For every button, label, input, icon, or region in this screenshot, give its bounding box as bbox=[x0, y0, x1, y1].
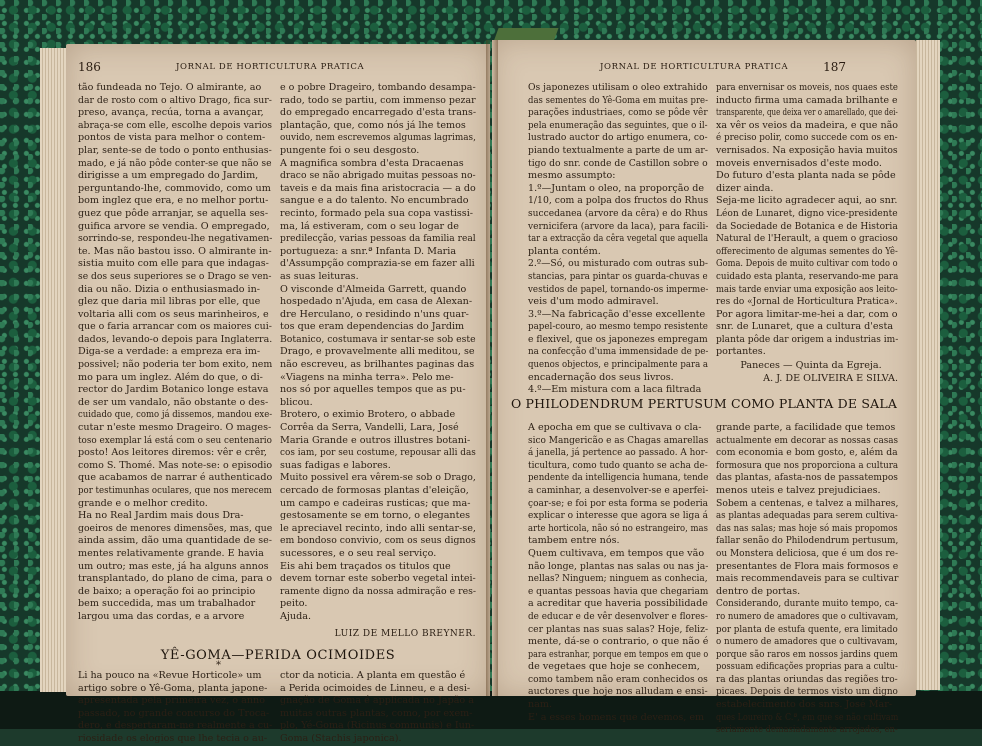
text-line: não longe, plantas nas salas ou nas ja- bbox=[528, 560, 709, 572]
text-line: na confecção d'uma immensidade de pe- bbox=[528, 346, 709, 358]
text-line: «Viagens na minha terra». Pelo me- bbox=[280, 371, 454, 383]
text-line: bem succedida, mas um trabalhador bbox=[78, 598, 256, 610]
text-line: xa vêr os veios da madeira, e que não bbox=[716, 119, 899, 131]
place-date: Paneces — Quinta da Egreja. bbox=[740, 360, 882, 371]
text-line: transparente, que deixa ver o amarellado, que dei- bbox=[716, 107, 898, 119]
text-line: ou Monstera deliciosa, que é um dos re- bbox=[716, 547, 899, 559]
text-line: como S. Thomé. Mas note-se: o episodio bbox=[78, 459, 273, 471]
text-line: A epocha em que se cultivava o cla- bbox=[528, 422, 702, 433]
text-line: para estranhar, porque em tempos em que o bbox=[528, 648, 709, 660]
text-line: cuidado esta planta, reservando-me para bbox=[716, 270, 899, 282]
text-column-1 bbox=[78, 82, 272, 624]
text-line: largou uma das cordas, e a arvore bbox=[78, 610, 245, 622]
text-line: veis d'um modo admiravel. bbox=[528, 296, 659, 308]
text-line: dar de rosto com o altivo Drago, fica sur- bbox=[78, 94, 272, 106]
text-line: Do futuro d'esta planta nada se pôde bbox=[716, 170, 896, 182]
text-line: Sobem a centenas, e talvez a milhares, bbox=[716, 497, 899, 509]
text-line: dero, e despertaram-me realmente a cu- bbox=[78, 720, 273, 732]
text-line: dre Herculano, o residindo n'uns quar- bbox=[280, 308, 469, 320]
text-line: menos uteis e talvez prejudiciaes. bbox=[716, 484, 881, 496]
text-line: actualmente em decorar as nossas casas bbox=[716, 434, 899, 446]
article-column-2 bbox=[716, 422, 898, 737]
text-line: res do «Jornal de Horticultura Pratica». bbox=[716, 296, 898, 308]
text-line: dentro de portas. bbox=[716, 585, 801, 597]
text-line: Li ha pouco na «Revue Horticole» um bbox=[78, 670, 262, 681]
text-line: papel-couro, ao mesmo tempo resistente bbox=[528, 321, 708, 333]
text-line: O visconde d'Almeida Garrett, quando bbox=[280, 283, 467, 295]
text-line: estabelecimento dos snrs. José Mar- bbox=[716, 699, 893, 711]
left-page bbox=[66, 44, 490, 744]
text-line: Considerando, durante muito tempo, ca- bbox=[716, 598, 898, 610]
text-line: posto! Aos leitores diremos: vêr e crêr, bbox=[78, 447, 267, 459]
text-line: tambem entre nós. bbox=[528, 535, 620, 547]
text-column-1 bbox=[528, 82, 708, 397]
text-line: Eis ahi bem traçados os titulos que bbox=[280, 560, 451, 572]
text-line: vernicifera (arvore da laca), para facili- bbox=[528, 220, 709, 232]
text-line: tar a extracção da cêra vegetal que aquella bbox=[528, 233, 709, 245]
text-line: ticultura, como tudo quanto se acha de- bbox=[528, 459, 708, 471]
text-line: um outro; mas este, já ha alguns annos bbox=[78, 560, 269, 572]
article-column-2 bbox=[280, 670, 476, 746]
text-line: grande e o melhor credito. bbox=[78, 497, 208, 509]
text-line: dizer ainda. bbox=[716, 182, 774, 194]
text-line: rector do Jardim Botanico longe estava bbox=[78, 384, 269, 396]
text-line: da Sociedade de Botanica e de Historia bbox=[716, 220, 898, 232]
text-line: vestidos de papel, tornando-os imperme- bbox=[528, 283, 709, 295]
text-line: lustrado auctor do artigo enumera, co- bbox=[528, 132, 708, 144]
text-line: Goma. Depois de muito cultivar com todo o bbox=[716, 258, 898, 270]
text-line: ques Loureiro & C.ª, em que se não cultivam bbox=[716, 711, 899, 723]
text-line: em bondoso convivio, com os seus dignos bbox=[280, 535, 476, 547]
text-line: a acreditar que haveria possibilidade bbox=[528, 598, 708, 610]
text-line: plo, Yé-Goma (Ricinus communis) e Iun- bbox=[280, 720, 475, 732]
text-line: plar, sente-se de todo o ponto enthusias- bbox=[78, 144, 272, 156]
article-title: YÊ-GOMA—PERIDA OCIMOIDES bbox=[160, 648, 396, 663]
text-line: fallar senão do Philodendrum pertusum, bbox=[716, 535, 899, 547]
text-line: glez que daria mil libras por elle, que bbox=[78, 296, 261, 308]
text-line: Os japonezes utilisam o oleo extrahido bbox=[528, 82, 708, 93]
signature: A. J. DE OLIVEIRA E SILVA. bbox=[763, 373, 898, 384]
text-line: piando textualmente a parte de um ar- bbox=[528, 144, 708, 156]
text-line: guifica arvore se vendia. O empregado, bbox=[78, 220, 270, 232]
text-line: Seja-me licito agradecer aqui, ao snr. bbox=[716, 195, 898, 207]
text-line: Ajuda. bbox=[280, 610, 311, 622]
text-line: Diga-se a verdade: a empreza era im- bbox=[78, 346, 261, 358]
text-column-2 bbox=[716, 82, 898, 359]
text-line: peito. bbox=[280, 598, 308, 610]
text-line: 4.º—Em mistura com a laca filtrada bbox=[528, 384, 702, 396]
text-line: como tambem não eram conhecidos os bbox=[528, 673, 708, 685]
text-line: presentantes de Flora mais formosos e bbox=[716, 560, 899, 572]
text-line: planta pôde dar origem a industrias im- bbox=[716, 333, 899, 345]
text-line: Léon de Lunaret, digno vice-presidente bbox=[716, 207, 898, 219]
text-line: mais tarde enviar uma exposição aos leito- bbox=[716, 283, 898, 295]
text-line: que acabamos de narrar é authenticado bbox=[78, 472, 273, 484]
text-line: moveis envernisados d'este modo. bbox=[716, 157, 882, 169]
text-line: mesmo assumpto: bbox=[528, 170, 616, 182]
text-line: formosura que nos proporciona a cultura bbox=[716, 459, 899, 471]
page-number: 187 bbox=[823, 60, 846, 74]
text-line: ainda assim, dão uma quantidade de se- bbox=[78, 535, 273, 547]
text-line: Ha no Real Jardim mais dous Dra- bbox=[78, 510, 244, 522]
text-line: e o pobre Drageiro, tombando desampa- bbox=[280, 82, 476, 93]
text-line: succedanea (arvore da cêra) e do Rhus bbox=[528, 207, 708, 219]
text-line: guez que pôde arranjar, se aquella ses- bbox=[78, 207, 269, 219]
text-line: ma, lá estiveram, com o seu logar de bbox=[280, 220, 459, 232]
text-line: por planta de estufa quente, era limitado bbox=[716, 623, 898, 635]
page-number: 186 bbox=[78, 60, 101, 74]
text-line: Corrêa da Serra, Vandelli, Lara, José bbox=[280, 422, 459, 434]
text-line: snr. de Lunaret, que a cultura d'esta bbox=[716, 321, 894, 333]
text-line: Natural de l'Herault, a quem o gracioso bbox=[716, 233, 898, 245]
text-line: das sementes do Yê-Goma em muitas pre- bbox=[528, 94, 708, 106]
text-line: draco se não abrigado muitas pessoas no- bbox=[280, 170, 476, 182]
text-line: nam. bbox=[528, 699, 553, 711]
text-line: transplantado, do plano de cima, para o bbox=[78, 573, 273, 585]
text-line: Maria Grande e outros illustres botani- bbox=[280, 434, 471, 446]
text-line: E' a esses homens que devemos, em bbox=[528, 711, 705, 723]
text-line: gestosamente se em torno, o elegantes bbox=[280, 510, 471, 522]
text-line: que o faria arrancar com os maiores cui- bbox=[78, 321, 272, 333]
text-line: sorrindo-se, respondeu-lhe negativamen- bbox=[78, 233, 273, 245]
text-line: as plantas adequadas para serem cultiva- bbox=[716, 510, 898, 522]
text-line: nellas? Ninguem; ninguem as conhecia, bbox=[528, 573, 708, 585]
text-line: dia ou não. Dizia o enthusiasmado in- bbox=[78, 283, 261, 295]
page-edges-right bbox=[916, 40, 940, 690]
text-line: Botanico, costumava ir sentar-se sob este bbox=[280, 333, 476, 345]
text-line: portantes. bbox=[716, 346, 766, 358]
text-line: é preciso polir, como succede com os en- bbox=[716, 132, 898, 144]
text-line: auctores que hoje nos alludam e ensi- bbox=[528, 686, 708, 698]
text-line: a Perida ocimoides de Linneu, e a desi- bbox=[280, 682, 471, 694]
text-line: abraça-se com elle, escolhe depois varios bbox=[78, 119, 273, 131]
text-line: Por agora limitar-me-hei a dar, com o bbox=[716, 308, 898, 320]
page-edges-left bbox=[40, 48, 66, 692]
text-line: mente, dá-se o contrario, o que não é bbox=[528, 636, 709, 648]
text-line: apresentada pela primeira vez, o anno bbox=[78, 695, 265, 707]
text-line: Drago, e provavelmente alli meditou, se bbox=[280, 346, 475, 358]
text-line: para envernisar os moveis, nos quaes este bbox=[716, 82, 898, 93]
text-line: grande parte, a facilidade que temos bbox=[716, 422, 896, 433]
article-column-1 bbox=[528, 422, 708, 724]
text-line: artigo sobre o Yê-Goma, planta japone- bbox=[78, 682, 268, 694]
text-line: o numero de amadores que o cultivavam, bbox=[716, 636, 898, 648]
text-line: dados, levando-o depois para Inglaterra. bbox=[78, 333, 273, 345]
text-line: dirigisse a um empregado do Jardim, bbox=[78, 170, 259, 182]
text-line: 3.º—Na fabricação d'esse excellente bbox=[528, 308, 706, 320]
text-line: 1.º—Juntam o oleo, na proporção de bbox=[528, 182, 705, 194]
text-line: das nas salas; mas hoje só mais propomos bbox=[716, 522, 898, 534]
text-line: sico Mangericão e as Chagas amarellas bbox=[528, 434, 709, 446]
ornament-asterisk: * bbox=[216, 660, 221, 671]
text-line: tigo do snr. conde de Castillon sobre o bbox=[528, 157, 708, 169]
text-line: cutar n'este mesmo Drageiro. O mages- bbox=[78, 422, 272, 434]
text-line: tão fundeada no Tejo. O almirante, ao bbox=[78, 82, 262, 93]
text-line: sangue e a do talento. No encumbrado bbox=[280, 195, 469, 207]
text-line: das plantas, afasta-nos de passatempos bbox=[716, 472, 898, 484]
text-line: goeiros de menores dimensões, mas, que bbox=[78, 522, 273, 534]
text-line: Muito possivel era vêrem-se sob o Drago, bbox=[280, 472, 476, 484]
text-line: do empregado encarregado d'esta trans- bbox=[280, 107, 477, 119]
text-line: ro numero de amadores que o cultivavam, bbox=[716, 610, 899, 622]
text-line: stancias, para pintar os guarda-chuvas e bbox=[528, 270, 708, 282]
text-line: mo para um inglez. Além do que, o di- bbox=[78, 371, 263, 383]
text-line: suas fadigas e labores. bbox=[280, 459, 391, 471]
text-line: quenos objectos, e principalmente para a bbox=[528, 359, 709, 371]
text-line: portugueza: a snr.ª Infanta D. Maria bbox=[280, 245, 457, 257]
text-line: plantação, que, como nós já lhe temos bbox=[280, 119, 466, 131]
text-line: pontos de vista para melhor o contem- bbox=[78, 132, 266, 144]
text-line: taveis e da mais fina aristocracia — a do bbox=[280, 182, 476, 194]
text-line: cos iam, por seu costume, repousar alli das bbox=[280, 447, 476, 459]
text-line: recinto, formado pela sua copa vastissi- bbox=[280, 207, 474, 219]
text-line: se dos seus superiores se o Drago se ven- bbox=[78, 270, 272, 282]
text-line: parações industriaes, como se pôde vêr bbox=[528, 107, 708, 119]
text-line: e flexivel, que os japonezes empregam bbox=[528, 333, 708, 345]
text-line: as suas leituras. bbox=[280, 270, 359, 282]
text-line: hospedado n'Ajuda, em casa de Alexan- bbox=[280, 296, 473, 308]
text-line: de educar e de vêr desenvolver e flores- bbox=[528, 610, 708, 622]
text-line: planta contém. bbox=[528, 245, 601, 257]
text-line: possuam edificações proprias para a cultu- bbox=[716, 661, 898, 673]
text-line: cercado de formosas plantas d'eleição, bbox=[280, 485, 469, 496]
text-column-2 bbox=[280, 82, 476, 624]
text-line: çoar-se; e foi por esta forma se poderia bbox=[528, 497, 709, 509]
text-line: encadernação dos seus livros. bbox=[528, 371, 674, 383]
text-line: tos que eram dependencias do Jardim bbox=[280, 321, 465, 333]
text-line: cer plantas nas suas salas? Hoje, feliz- bbox=[528, 623, 709, 635]
text-line: te. Mas não bastou isso. O almirante in- bbox=[78, 245, 272, 257]
text-line: explicar o interesse que agora se liga á bbox=[528, 510, 708, 522]
text-line: offerecimento de algumas sementes do Yê- bbox=[716, 245, 898, 257]
text-line: a caminhar, a desenvolver-se e aperfei- bbox=[528, 484, 709, 496]
text-line: ouvido, nem escrevemos algumas lagrimas, bbox=[280, 132, 476, 144]
text-line: possivel; não poderia ter bom exito, nem bbox=[78, 359, 273, 371]
text-line: pungente foi o seu desgosto. bbox=[280, 144, 420, 156]
text-line: passado, no grande concurso do Troca- bbox=[78, 707, 270, 719]
text-line: toso exemplar lá está com o seu centenario bbox=[78, 434, 272, 446]
right-page bbox=[492, 40, 916, 736]
text-line: 2.º—Só, ou misturado com outras sub- bbox=[528, 258, 708, 270]
text-line: perguntando-lhe, commovido, como um bbox=[78, 182, 271, 194]
article-title: O PHILODENDRUM PERTUSUM COMO PLANTA DE SALA bbox=[510, 396, 898, 411]
text-line: picaes. Depois de termos visto um digno bbox=[716, 686, 898, 698]
text-line: ctor da noticia. A planta em questão é bbox=[280, 670, 466, 681]
text-line: riosidade os elogios que lhe tecia o au- bbox=[78, 732, 268, 744]
text-line: predilecção, varias pessoas da familia real bbox=[280, 233, 476, 245]
signature: LUIZ DE MELLO BREYNER. bbox=[334, 629, 476, 639]
text-line: nos só por aquelles tempos que as pu- bbox=[280, 384, 466, 396]
text-line: com economia e bom gosto, e, além da bbox=[716, 447, 898, 459]
text-line: muitas outras plantas, como, por exem- bbox=[280, 707, 473, 719]
text-line: um campo e cadeiras rusticas; que ma- bbox=[280, 497, 471, 509]
text-line: sucessores, e o seu real serviço. bbox=[280, 547, 437, 559]
text-line: cuidado que, como já dissemos, mandou exe- bbox=[78, 409, 273, 421]
text-line: seriamente demasiadamente arrojados, en- bbox=[716, 724, 898, 736]
text-line: preso, avança, recúa, torna a avançar, bbox=[78, 107, 264, 119]
text-line: não escreveu, as brilhantes paginas das bbox=[280, 359, 475, 371]
text-line: de baixo; a operação foi ao principio bbox=[78, 585, 256, 597]
text-line: por testimunhas oculares, que nos merecem bbox=[78, 485, 272, 496]
text-line: inducto firma uma camada brilhante e bbox=[716, 94, 898, 106]
text-line: gnação de Goma é applicada no Japão a bbox=[280, 695, 474, 707]
text-line: bom inglez que era, e no melhor portu- bbox=[78, 195, 269, 207]
text-line: Brotero, o eximio Brotero, o abbade bbox=[280, 409, 456, 421]
running-head: JORNAL DE HORTICULTURA PRATICA bbox=[176, 62, 365, 72]
text-line: Quem cultivava, em tempos que vão bbox=[528, 547, 705, 559]
text-line: devem tornar este soberbo vegetal intei- bbox=[280, 573, 476, 585]
text-line: de vegetaes que hoje se conhecem, bbox=[528, 661, 700, 673]
running-head: JORNAL DE HORTICULTURA PRATICA bbox=[600, 62, 789, 72]
text-line: mentes relativamente grande. E havia bbox=[78, 547, 264, 559]
text-line: Goma (Stachis japonica). bbox=[280, 732, 402, 744]
text-line: á janella, já pertence ao passado. A hor- bbox=[528, 447, 708, 459]
article-column-1 bbox=[78, 670, 272, 746]
text-line: pendente da intelligencia humana, tende bbox=[528, 472, 709, 484]
text-line: blicou. bbox=[280, 396, 313, 408]
text-line: le apreciavel recinto, indo alli sentar-se, bbox=[280, 522, 476, 534]
text-line: vernisados. Na exposição havia muitos bbox=[716, 144, 898, 156]
text-line: porque são raros em nossos jardins quem bbox=[716, 648, 898, 660]
text-line: ramente digno da nossa admiração e res- bbox=[280, 585, 477, 597]
text-line: pela enumeração das seguintes, que o il- bbox=[528, 119, 708, 131]
text-line: A magnifica sombra d'esta Dracaenas bbox=[280, 157, 464, 169]
text-line: mado, e já não pôde conter-se que não se bbox=[78, 157, 272, 169]
text-line: sistia muito com elle para que indagas- bbox=[78, 258, 269, 270]
book-gutter bbox=[486, 40, 498, 696]
text-line: ra das plantas oriundas das regiões tro- bbox=[716, 673, 898, 685]
text-line: voltaria alli com os seus marinheiros, e bbox=[78, 308, 269, 320]
text-line: de ser um vandalo, não obstante o des- bbox=[78, 396, 269, 408]
text-line: rado, todo se partiu, com immenso pezar bbox=[280, 94, 476, 106]
text-line: d'Assumpção compraziа-se em fazer alli bbox=[280, 258, 475, 270]
text-line: e quantas pessoas havia que chegariam bbox=[528, 585, 709, 597]
text-line: 1/10, com a polpa dos fructos do Rhus bbox=[528, 195, 709, 207]
text-line: mais recommendaveis para se cultivar bbox=[716, 573, 899, 585]
text-line: arte horticola, não só no estrangeiro, mas bbox=[528, 522, 708, 534]
